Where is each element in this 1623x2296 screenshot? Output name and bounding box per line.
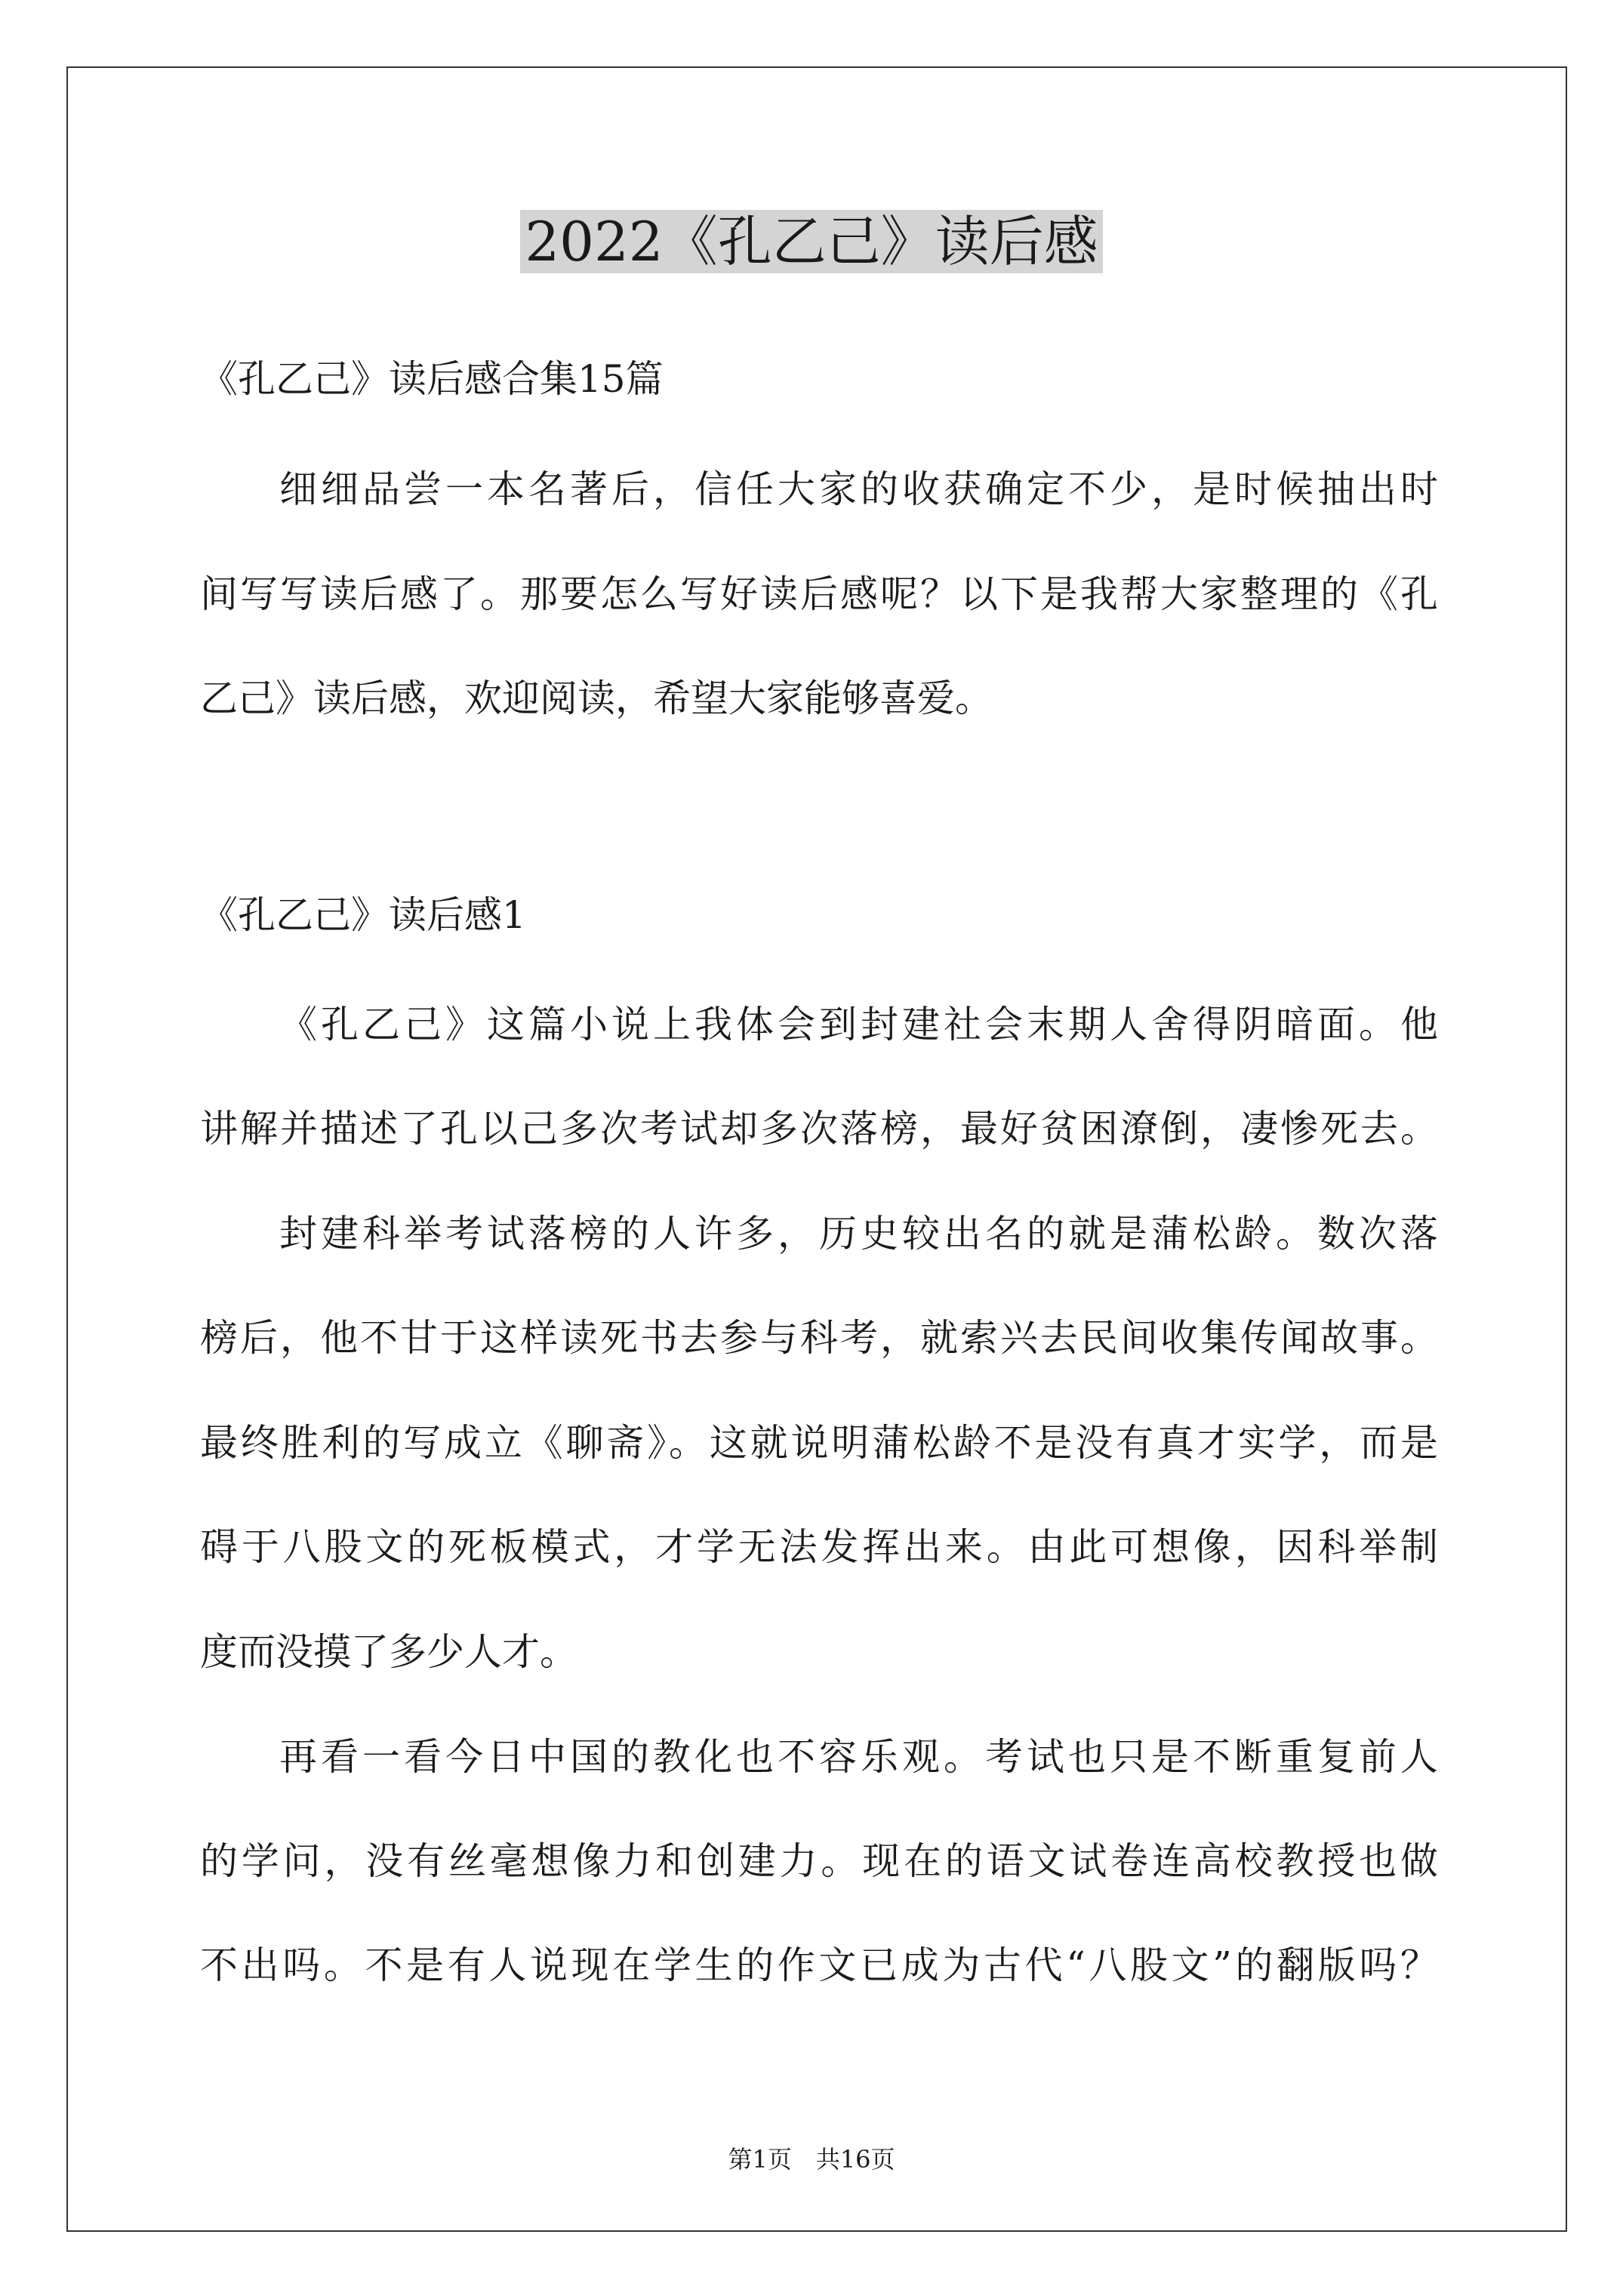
intro-line: 间写写读后感了。那要怎么写好读后感呢？以下是我帮大家整理的《孔 — [200, 572, 1438, 616]
paragraph-line: 封建科举考试落榜的人许多，历史较出名的就是蒲松龄。数次落 — [279, 1212, 1438, 1256]
subtitle: 《孔乙己》读后感合集15篇 — [200, 357, 664, 401]
paragraph-line: 不出吗。不是有人说现在学生的作文已成为古代“八股文”的翻版吗？ — [200, 1943, 1438, 1987]
paragraph-line: 最终胜利的写成立《聊斋》。这就说明蒲松龄不是没有真才实学，而是 — [200, 1421, 1438, 1465]
section-heading: 《孔乙己》读后感1 — [200, 893, 526, 937]
paragraph-line: 《孔乙己》这篇小说上我体会到封建社会末期人舍得阴暗面。他 — [279, 1003, 1438, 1046]
paragraph-line: 讲解并描述了孔以己多次考试却多次落榜，最好贫困潦倒，凄惨死去。 — [200, 1107, 1438, 1151]
paragraph-line: 榜后，他不甘于这样读死书去参与科考，就索兴去民间收集传闻故事。 — [200, 1316, 1438, 1360]
document-title — [0, 204, 1623, 279]
page-footer: 第1页 共16页 — [728, 2145, 895, 2174]
intro-line: 乙己》读后感，欢迎阅读，希望大家能够喜爱。 — [200, 676, 993, 720]
document-title-text: 2022《孔乙己》读后感 — [520, 210, 1102, 273]
paragraph-line: 碍于八股文的死板模式，才学无法发挥出来。由此可想像，因科举制 — [200, 1525, 1438, 1569]
paragraph-line: 再看一看今日中国的教化也不容乐观。考试也只是不断重复前人 — [279, 1735, 1438, 1779]
intro-line: 细细品尝一本名著后，信任大家的收获确定不少，是时候抽出时 — [279, 467, 1438, 511]
paragraph-line: 度而没摸了多少人才。 — [200, 1630, 577, 1674]
paragraph-line: 的学问，没有丝毫想像力和创建力。现在的语文试卷连高校教授也做 — [200, 1839, 1438, 1883]
